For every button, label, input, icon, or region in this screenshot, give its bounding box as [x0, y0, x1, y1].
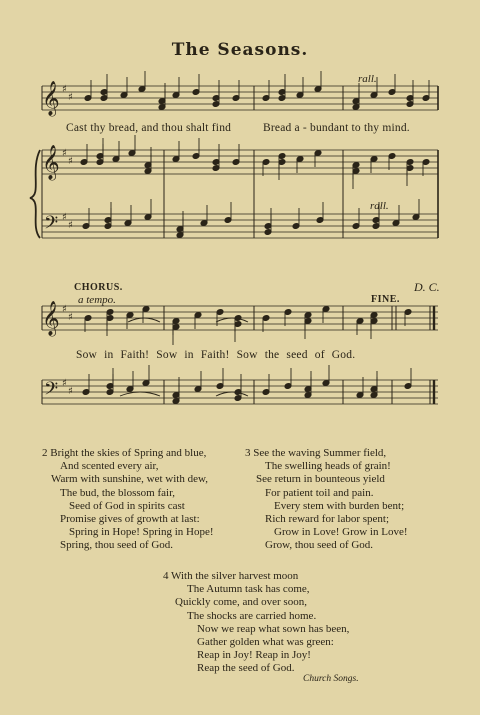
treble-clef: 𝄞: [42, 301, 60, 336]
verse-line: See return in bounteous yield: [256, 473, 385, 486]
a-tempo-marking: a tempo.: [78, 294, 116, 306]
verse-line: Now we reap what sown has been,: [197, 622, 350, 635]
verse-line: Every stem with burden bent;: [274, 499, 405, 512]
slur: [216, 392, 248, 396]
verse-line: The bud, the blossom fair,: [60, 486, 176, 499]
rall-marking-1: rall.: [358, 73, 377, 85]
verse-4: [163, 570, 349, 676]
verse-line: 3 See the waving Summer field,: [245, 447, 387, 459]
treble-clef: 𝄞: [42, 145, 60, 180]
verse-line: Grow, thou seed of God.: [265, 539, 374, 552]
brace: [30, 150, 40, 238]
key-sharp: ♯: [62, 378, 67, 389]
chorus-marking: CHORUS.: [74, 282, 123, 293]
verse-line: 2 Bright the skies of Spring and blue,: [42, 447, 207, 459]
verse-line: Seed of God in spirits cast: [69, 499, 185, 512]
slur: [128, 318, 160, 322]
key-sharp: ♯: [68, 156, 73, 167]
slur: [216, 318, 248, 322]
rall-marking-2: rall.: [370, 200, 389, 212]
source-credit: Church Songs.: [303, 674, 359, 684]
verse-line: For patient toil and pain.: [265, 486, 374, 499]
verse-line: Reap the seed of God.: [197, 662, 295, 675]
verse-line: And scented every air,: [60, 460, 159, 473]
bass-clef: 𝄢: [44, 379, 59, 404]
key-sharp: ♯: [68, 92, 73, 103]
verse-line: Promise gives of growth at last:: [60, 513, 200, 526]
verse-line: 4 With the silver harvest moon: [163, 570, 299, 582]
chorus-lyric: Sow in Faith! Sow in Faith! Sow the seed of God.: [76, 349, 356, 361]
verse-line: The shocks are carried home.: [187, 609, 317, 622]
verse-line: Rich reward for labor spent;: [265, 513, 390, 526]
verse-2: [42, 447, 214, 553]
treble-clef: 𝄞: [42, 81, 60, 116]
key-sharp: ♯: [62, 148, 67, 159]
verse-line: Warm with sunshine, wet with dew,: [51, 473, 208, 486]
verse-line: The swelling heads of grain!: [265, 460, 391, 473]
verse-line: The Autumn task has come,: [187, 583, 310, 596]
verse-line: Spring, thou seed of God.: [60, 539, 174, 552]
verse-3: [245, 447, 408, 553]
verse-line: Reap in Joy! Reap in Joy!: [197, 649, 311, 662]
key-sharp: ♯: [62, 304, 67, 315]
lyric-line-2: Bread a - bundant to thy mind.: [263, 122, 410, 134]
key-sharp: ♯: [68, 220, 73, 231]
fine-marking: FINE.: [371, 294, 400, 305]
verse-line: Quickly come, and over soon,: [175, 596, 307, 609]
key-sharp: ♯: [68, 386, 73, 397]
key-sharp: ♯: [68, 312, 73, 323]
verse-line: Gather golden what was green:: [197, 636, 334, 649]
hymn-title: The Seasons.: [171, 40, 309, 60]
verse-line: Grow in Love! Grow in Love!: [274, 526, 408, 539]
verse-line: Spring in Hope! Spring in Hope!: [69, 526, 214, 539]
dc-marking: D. C.: [414, 280, 440, 294]
bass-clef: 𝄢: [44, 213, 59, 238]
key-sharp: ♯: [62, 84, 67, 95]
lyric-line-1: Cast thy bread, and thou shalt find: [66, 122, 232, 134]
slur: [120, 392, 160, 396]
key-sharp: ♯: [62, 212, 67, 223]
